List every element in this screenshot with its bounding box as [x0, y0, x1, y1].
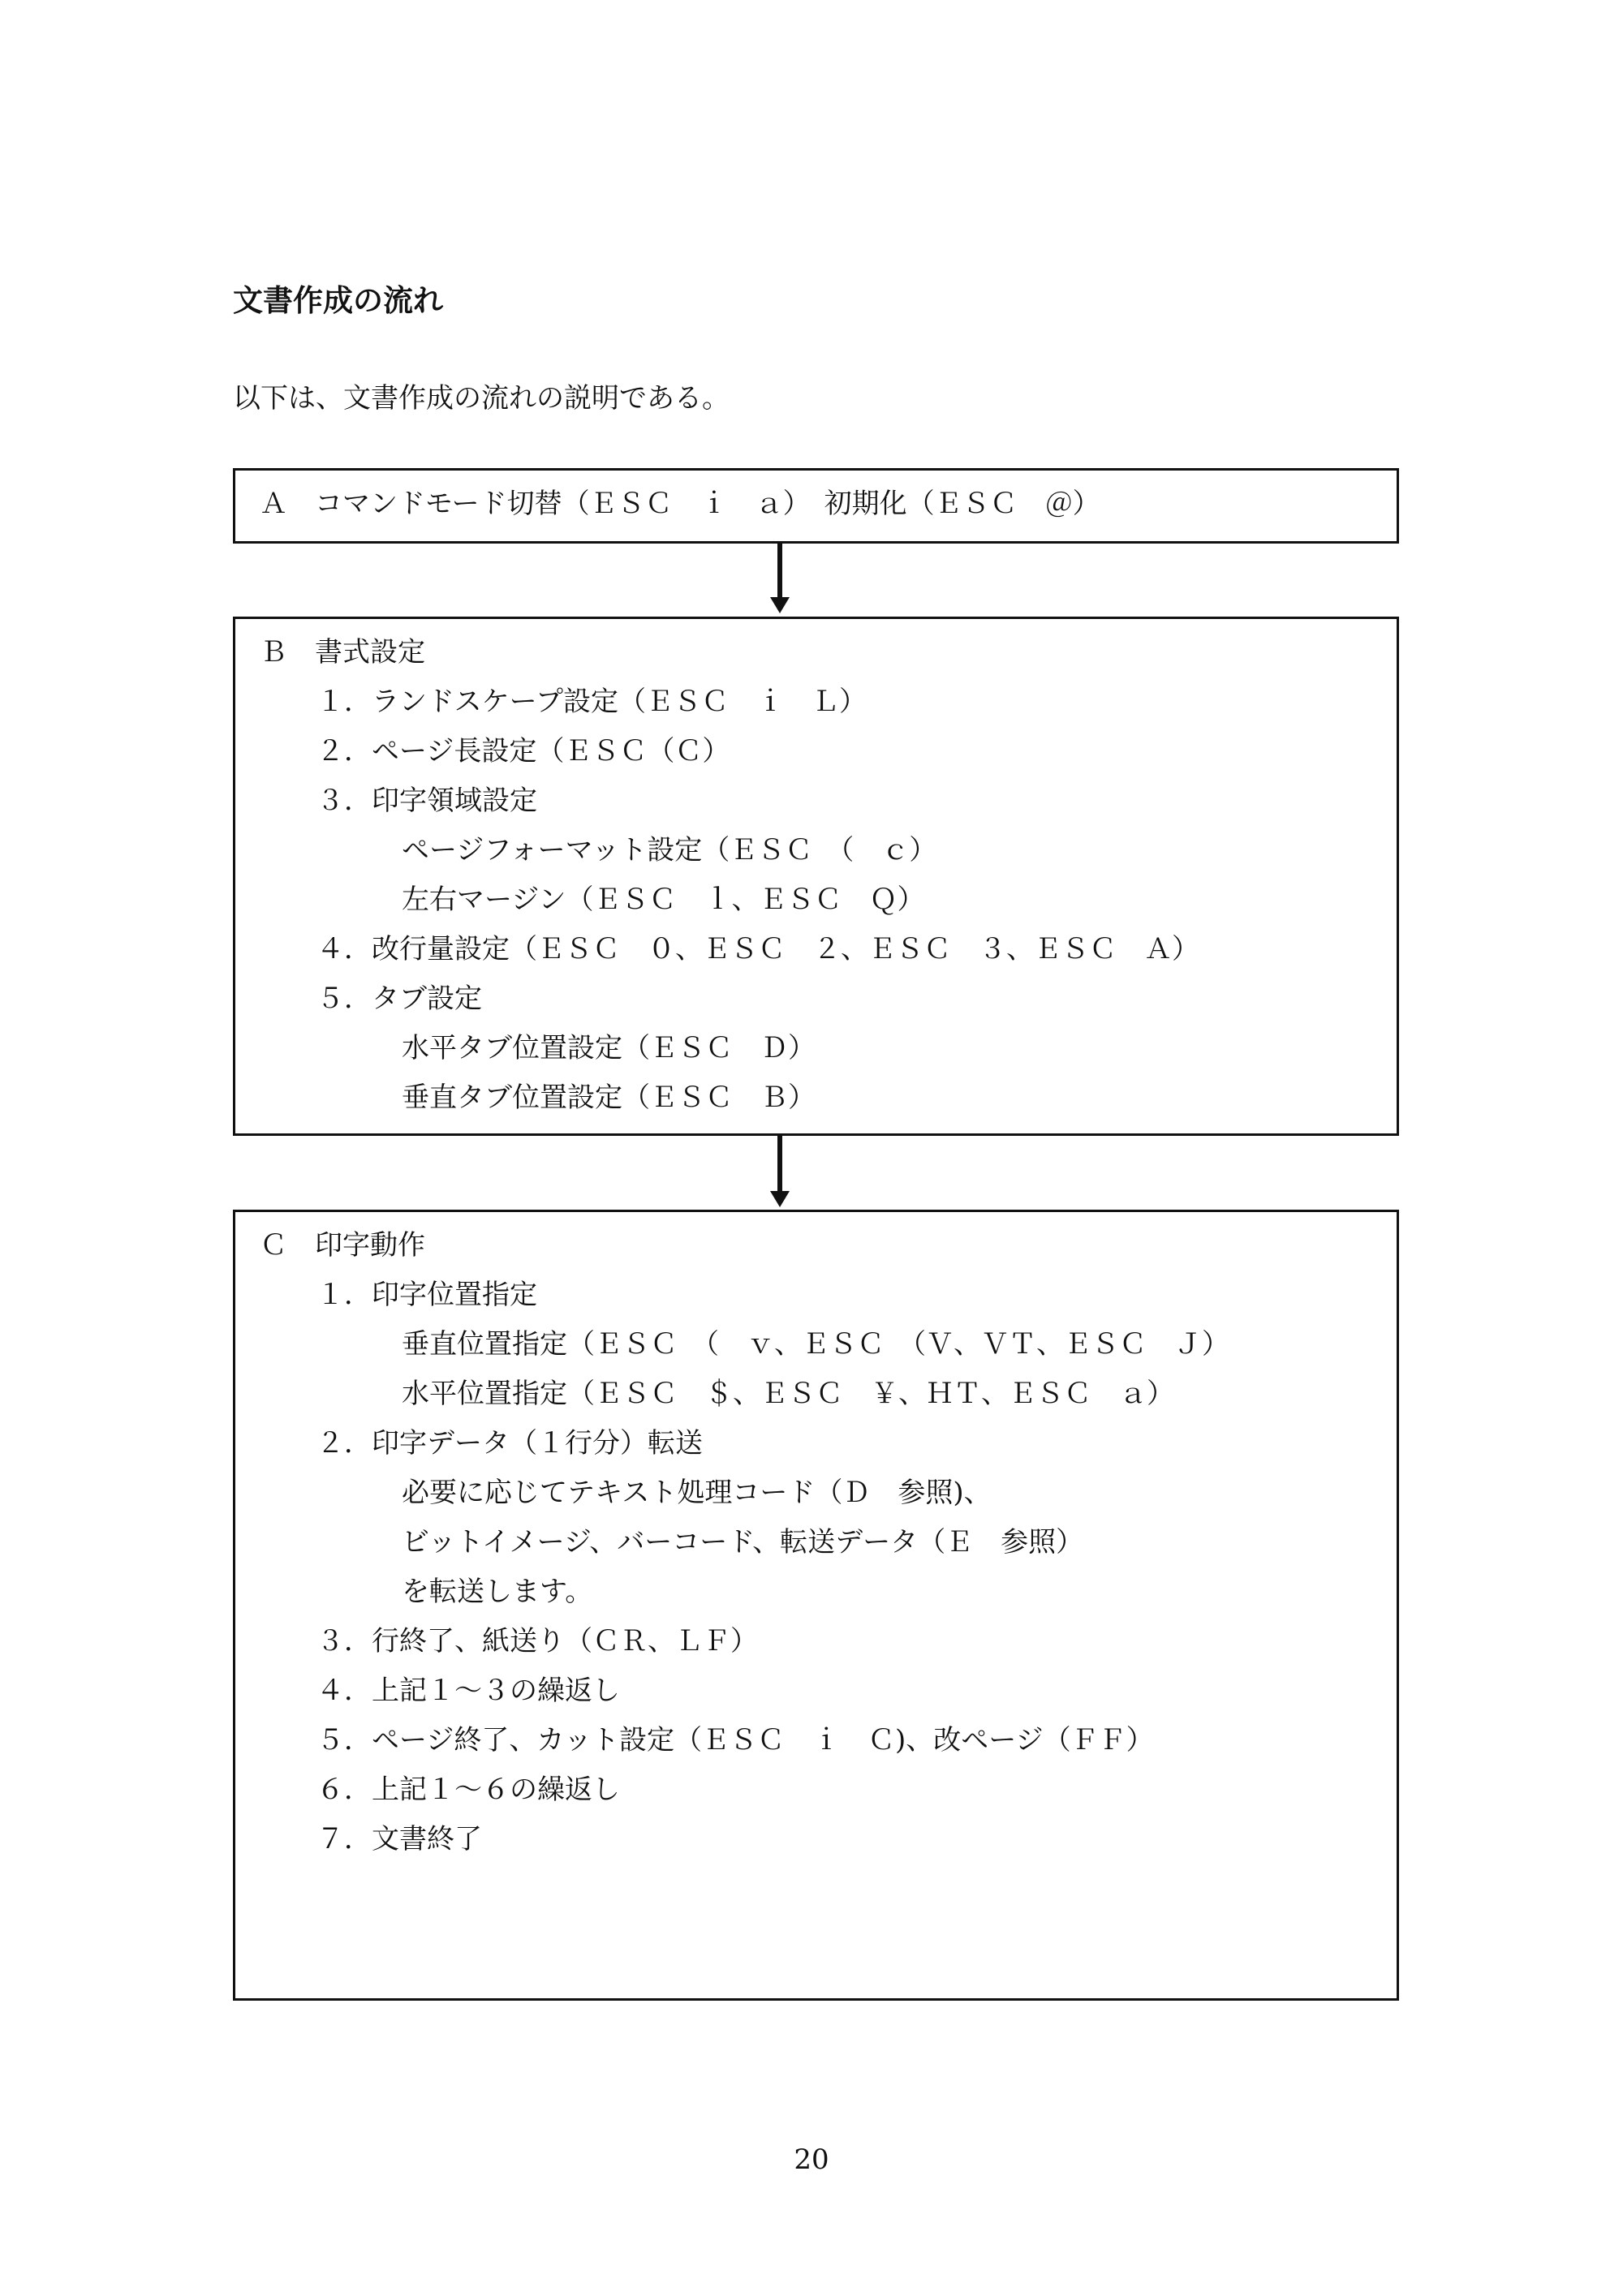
box-b-subline: ページフォーマット設定（ＥＳＣ （ ｃ）	[402, 834, 937, 866]
box-c-subline: 垂直位置指定（ＥＳＣ （ ｖ、ＥＳＣ （Ｖ、ＶＴ、ＥＳＣ Ｊ）	[402, 1328, 1229, 1361]
box-b-subline: 垂直タブ位置設定（ＥＳＣ Ｂ）	[402, 1081, 816, 1114]
box-c-line: ２．印字データ（１行分）転送	[316, 1427, 703, 1460]
box-b-line: ５．タブ設定	[316, 982, 482, 1015]
box-c-subline: を転送します。	[402, 1576, 593, 1608]
box-c-heading: Ｃ 印字動作	[260, 1229, 425, 1262]
box-c-line: ５．ページ終了、カット設定（ＥＳＣ ｉ Ｃ)、改ページ（ＦＦ）	[316, 1724, 1154, 1756]
flow-box-a	[233, 468, 1399, 544]
box-c-line: ６．上記１～６の繰返し	[316, 1774, 620, 1806]
flow-box-b	[233, 617, 1399, 1136]
box-c-line: ７．文書終了	[316, 1823, 482, 1855]
section-title: 文書作成の流れ	[233, 283, 443, 318]
box-b-subline: 水平タブ位置設定（ＥＳＣ Ｄ）	[402, 1032, 816, 1064]
box-c-line: ４．上記１～３の繰返し	[316, 1675, 620, 1707]
box-c-line: １．印字位置指定	[316, 1279, 537, 1311]
box-a-line: Ａ コマンドモード切替（ＥＳＣ ｉ ａ） 初期化（ＥＳＣ ＠）	[260, 488, 1100, 520]
flow-arrow-down	[777, 1136, 782, 1193]
box-b-line: ２．ページ長設定（ＥＳＣ（Ｃ）	[316, 735, 730, 767]
box-b-subline: 左右マージン（ＥＳＣ ｌ、ＥＳＣ Ｑ）	[402, 884, 925, 916]
box-b-line: ４．改行量設定（ＥＳＣ ０、ＥＳＣ ２、ＥＳＣ ３、ＥＳＣ Ａ）	[316, 933, 1199, 965]
box-c-subline: ビットイメージ、バーコード、転送データ（Ｅ 参照）	[402, 1526, 1084, 1559]
flow-arrow-down	[777, 544, 782, 599]
box-c-subline: 必要に応じてテキスト処理コード（Ｄ 参照)、	[402, 1477, 992, 1509]
flow-box-c	[233, 1210, 1399, 2001]
page-number: 20	[794, 2143, 829, 2176]
box-c-line: ３．行終了、紙送り（ＣＲ、ＬＦ）	[316, 1625, 758, 1658]
box-b-heading: Ｂ 書式設定	[260, 636, 425, 669]
box-c-subline: 水平位置指定（ＥＳＣ ＄、ＥＳＣ ￥、ＨＴ、ＥＳＣ ａ）	[402, 1378, 1174, 1410]
box-b-line: ３．印字領域設定	[316, 785, 537, 817]
box-b-line: １．ランドスケープ設定（ＥＳＣ ｉ Ｌ）	[316, 686, 867, 718]
intro-text: 以下は、文書作成の流れの説明である。	[233, 382, 730, 415]
